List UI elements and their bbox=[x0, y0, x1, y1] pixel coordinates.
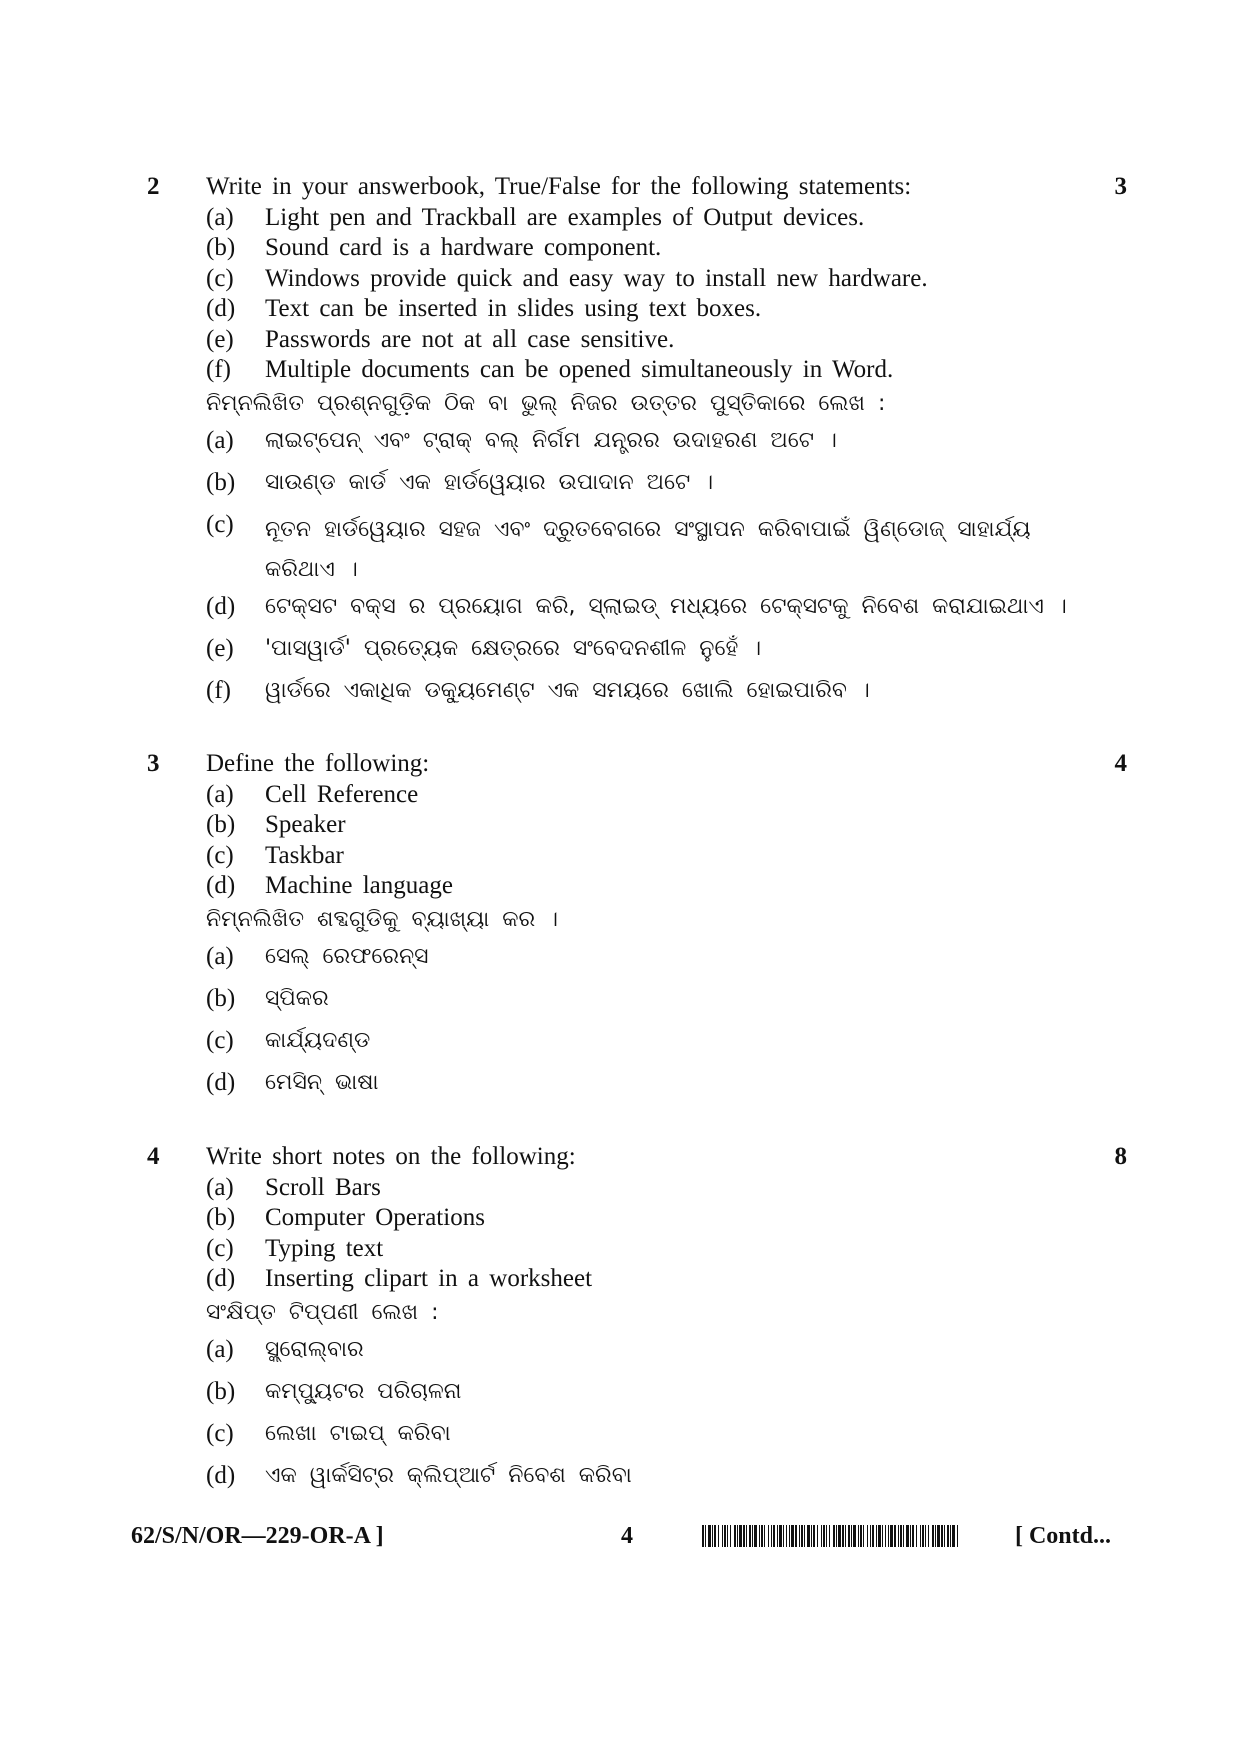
odia-item bbox=[206, 468, 1066, 510]
paper-code: 62/S/N/OR—229-OR-A ] bbox=[131, 1523, 384, 1549]
odia-item bbox=[206, 942, 1066, 984]
item-text: ସ୍କ୍ରୋଲ୍‌ବାର bbox=[265, 1336, 364, 1362]
item-text: ୱାର୍ଡରେ ଏକାଧିକ ଡକ୍ୟୁମେଣ୍ଟ ଏକ ସମୟରେ ଖୋଲି ହୋଇପାରିବ । bbox=[265, 677, 870, 703]
question-marks: 3 bbox=[1114, 173, 1127, 200]
item-label: (d) bbox=[206, 1068, 236, 1096]
question-prompt-english: Write short notes on the following: bbox=[206, 1143, 576, 1170]
question-body bbox=[206, 749, 1066, 1110]
english-item bbox=[206, 355, 1066, 386]
item-label: (f) bbox=[206, 356, 231, 383]
item-text: ଟେକ୍ସଟ ବକ୍ସ ର ପ୍ରୟୋଗ କରି, ସ୍ଲାଇଡ୍ ମଧ୍ୟରେ ଟେକ୍ସଟକୁ ନିବେଶ କରାଯାଇଥାଏ । bbox=[265, 593, 1067, 619]
odia-item bbox=[206, 634, 1066, 676]
question-marks: 8 bbox=[1114, 1143, 1127, 1170]
english-item bbox=[206, 1234, 1066, 1265]
odia-item bbox=[206, 1026, 1066, 1068]
item-text: Computer Operations bbox=[265, 1204, 485, 1231]
item-label: (c) bbox=[206, 1419, 234, 1447]
question-body bbox=[206, 1142, 1066, 1503]
item-label: (b) bbox=[206, 811, 236, 838]
item-label: (b) bbox=[206, 1377, 236, 1405]
question-prompt-english: Define the following: bbox=[206, 750, 430, 777]
item-text: Windows provide quick and easy way to install new hardware. bbox=[265, 264, 928, 292]
item-label: (c) bbox=[206, 264, 234, 292]
english-item bbox=[206, 1264, 1066, 1295]
english-item bbox=[206, 325, 1066, 356]
item-label: (c) bbox=[206, 1234, 234, 1262]
item-text: ଲାଇଟ୍‌ପେନ୍ ଏବଂ ଟ୍ରାକ୍ ବଲ୍ ନିର୍ଗମ ଯନ୍ତ୍ରର ଉଦାହରଣ ଅଟେ । bbox=[265, 427, 837, 453]
question-number: 4 bbox=[147, 1143, 160, 1170]
item-label: (e) bbox=[206, 325, 234, 353]
item-label: (b) bbox=[206, 234, 236, 261]
english-item bbox=[206, 1203, 1066, 1234]
item-label: (b) bbox=[206, 1204, 236, 1231]
item-text: Cell Reference bbox=[265, 780, 419, 808]
item-text: Machine language bbox=[265, 872, 453, 899]
item-label: (a) bbox=[206, 942, 234, 970]
page-number: 4 bbox=[621, 1523, 633, 1549]
item-text: Light pen and Trackball are examples of Output devices. bbox=[265, 203, 865, 231]
odia-item bbox=[206, 592, 1066, 634]
english-item bbox=[206, 871, 1066, 902]
item-text: Passwords are not at all case sensitive. bbox=[265, 325, 675, 353]
item-text: Taskbar bbox=[265, 841, 344, 869]
odia-item bbox=[206, 1377, 1066, 1419]
question-prompt-english: Write in your answerbook, True/False for the following statements: bbox=[206, 173, 912, 200]
continued-label: [ Contd... bbox=[1014, 1523, 1111, 1549]
question-prompt-odia: ନିମ୍ନଲିଖିତ ପ୍ରଶ୍ନଗୁଡ଼ିକ ଠିକ ବା ଭୁଲ୍ ନିଜର ଉତ୍ତର ପୁସ୍ତିକାରେ ଲେଖ : bbox=[206, 390, 886, 416]
question-prompt-odia: ସଂକ୍ଷିପ୍ତ ଟିପ୍ପଣୀ ଲେଖ : bbox=[206, 1299, 439, 1325]
item-label: (b) bbox=[206, 984, 236, 1012]
item-label: (a) bbox=[206, 780, 234, 808]
item-label: (d) bbox=[206, 1461, 236, 1489]
item-text: ମେସିନ୍ ଭାଷା bbox=[265, 1069, 379, 1095]
item-label: (c) bbox=[206, 841, 234, 869]
item-label: (d) bbox=[206, 872, 236, 899]
item-label: (c) bbox=[206, 1026, 234, 1054]
english-item bbox=[206, 841, 1066, 872]
item-label: (c) bbox=[206, 510, 234, 538]
item-label: (a) bbox=[206, 203, 234, 231]
item-label: (a) bbox=[206, 426, 234, 454]
item-label: (f) bbox=[206, 676, 231, 704]
odia-item bbox=[206, 1068, 1066, 1110]
item-text: Speaker bbox=[265, 811, 346, 838]
odia-item bbox=[206, 1335, 1066, 1377]
item-text: Sound card is a hardware component. bbox=[265, 234, 662, 261]
odia-item bbox=[206, 676, 1066, 718]
item-text: ଏକ ୱାର୍କସିଟ୍‌ର କ୍ଲିପ୍‌ଆର୍ଟ ନିବେଶ କରିବା bbox=[265, 1462, 632, 1488]
question-body bbox=[206, 172, 1066, 718]
question-number: 2 bbox=[147, 173, 160, 200]
item-text: Text can be inserted in slides using text boxes. bbox=[265, 295, 762, 322]
item-text: Typing text bbox=[265, 1234, 384, 1262]
english-item bbox=[206, 810, 1066, 841]
item-text: Scroll Bars bbox=[265, 1173, 381, 1201]
item-label: (b) bbox=[206, 468, 236, 496]
question-number: 3 bbox=[147, 750, 160, 777]
odia-item bbox=[206, 984, 1066, 1026]
item-text: Multiple documents can be opened simultaneously in Word. bbox=[265, 356, 894, 383]
item-text: ଲେଖା ଟାଇପ୍ କରିବା bbox=[265, 1420, 451, 1446]
item-text: ସାଉଣ୍ଡ କାର୍ଡ ଏକ ହାର୍ଡୱେୟାର ଉପାଦାନ ଅଟେ । bbox=[265, 469, 714, 495]
item-text: କମ୍ପ୍ୟୁଟର ପରିଚାଳନା bbox=[265, 1378, 462, 1404]
barcode-icon bbox=[702, 1525, 959, 1547]
odia-item bbox=[206, 510, 1066, 592]
english-item bbox=[206, 780, 1066, 811]
item-label: (d) bbox=[206, 295, 236, 322]
item-label: (e) bbox=[206, 634, 234, 662]
odia-item bbox=[206, 426, 1066, 468]
item-label: (a) bbox=[206, 1335, 234, 1363]
item-label: (d) bbox=[206, 592, 236, 620]
question-marks: 4 bbox=[1114, 750, 1127, 777]
item-text: ନୂତନ ହାର୍ଡୱେୟାର ସହଜ ଏବଂ ଦ୍ରୁତବେଗରେ ସଂସ୍ଥାପନ କରିବାପାଇଁ ୱିଣ୍ଡୋଜ୍ ସାହାର୍ଯ୍ୟ କରିଥାଏ । bbox=[265, 516, 1031, 582]
item-label: (a) bbox=[206, 1173, 234, 1201]
item-text: ସ୍ପିକର bbox=[265, 985, 329, 1011]
english-item bbox=[206, 1173, 1066, 1204]
question-prompt-odia: ନିମ୍ନଲିଖିତ ଶବ୍ଦଗୁଡିକୁ ବ୍ୟାଖ୍ୟା କର । bbox=[206, 906, 559, 932]
english-item bbox=[206, 294, 1066, 325]
odia-item bbox=[206, 1419, 1066, 1461]
english-item bbox=[206, 203, 1066, 234]
item-text: 'ପାସୱାର୍ଡ' ପ୍ରତ୍ୟେକ କ୍ଷେତ୍ରରେ ସଂବେଦନଶୀଳ ନୁହେଁ । bbox=[265, 635, 762, 661]
english-item bbox=[206, 233, 1066, 264]
english-item bbox=[206, 264, 1066, 295]
page-footer bbox=[131, 1523, 1111, 1555]
item-label: (d) bbox=[206, 1265, 236, 1292]
item-text: Inserting clipart in a worksheet bbox=[265, 1265, 593, 1292]
odia-item bbox=[206, 1461, 1066, 1503]
item-text: ସେଲ୍ ରେଫରେନ୍ସ bbox=[265, 943, 429, 969]
item-text: କାର୍ଯ୍ୟଦଣ୍ଡ bbox=[265, 1027, 371, 1053]
